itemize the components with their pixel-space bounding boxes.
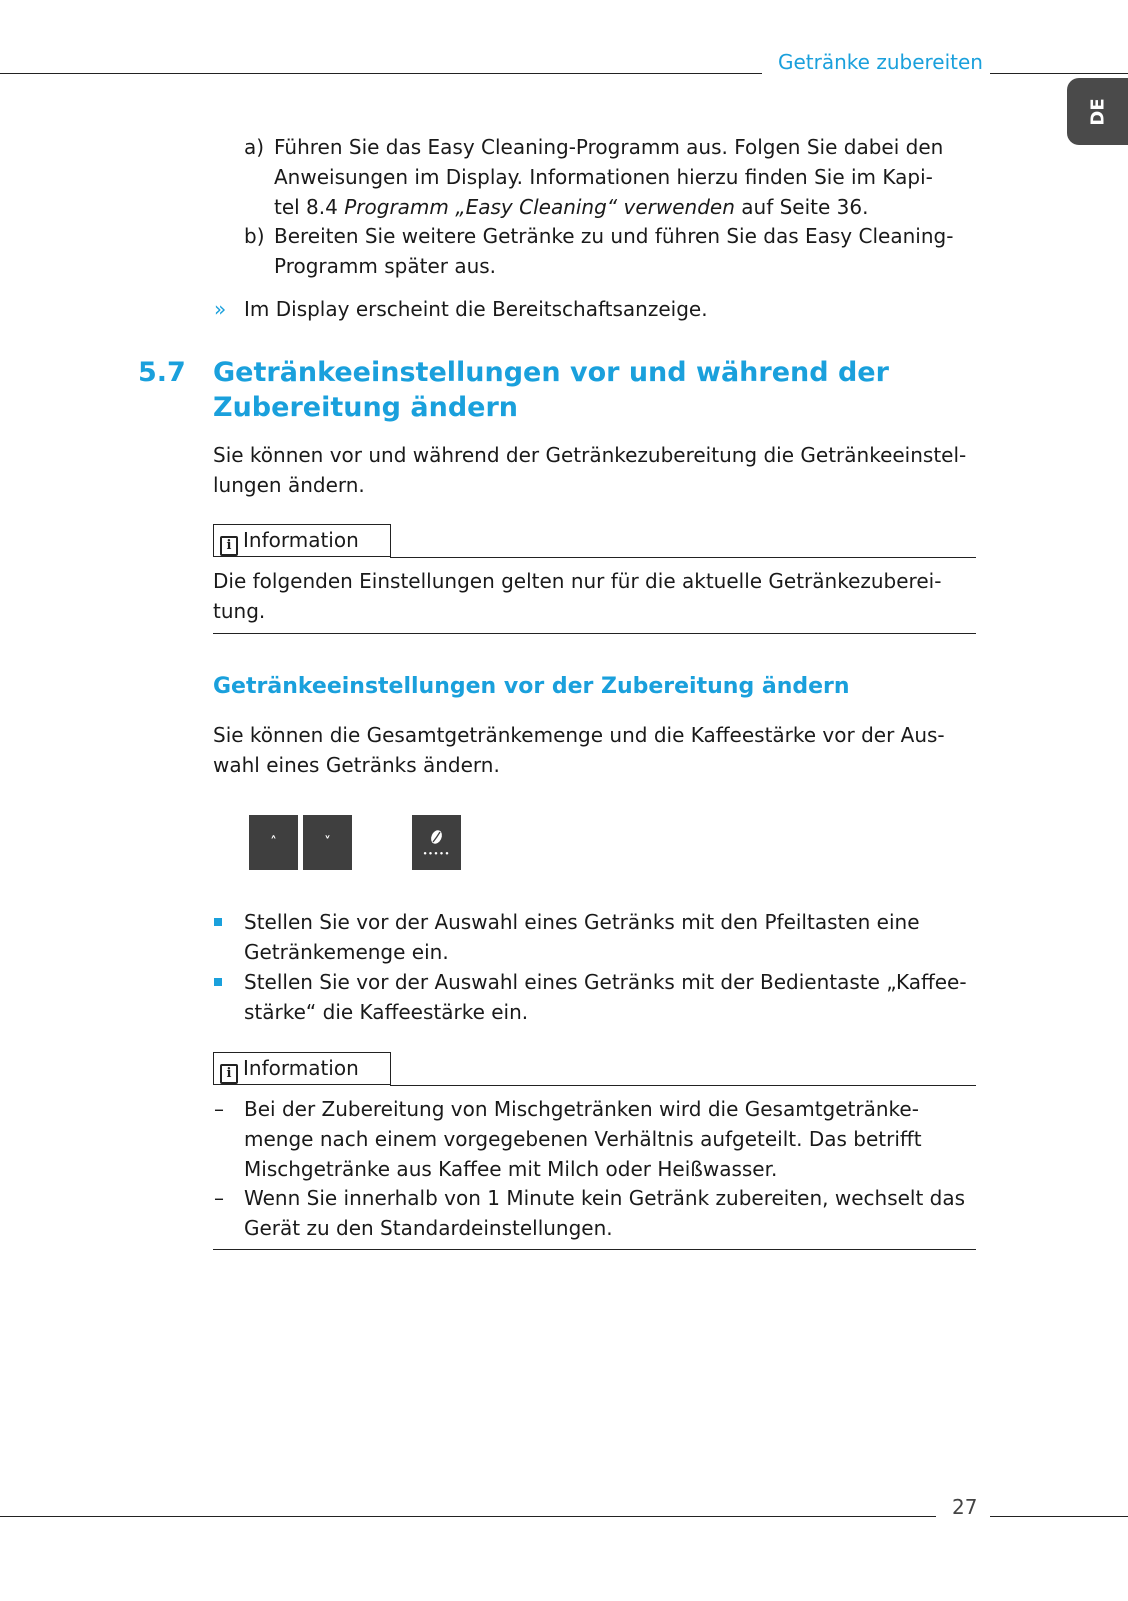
strength-dots: ••••• <box>422 850 451 858</box>
info-box-1-bottom-rule <box>213 633 976 634</box>
header-rule-right <box>990 73 1128 74</box>
info-box-2-item-2-line-2: Gerät zu den Standardeinstellungen. <box>244 1216 613 1240</box>
info-box-1-header <box>213 524 391 557</box>
info-box-2-item-1-text <box>244 1094 922 1184</box>
info-box-2-item-2-line-1: Wenn Sie innerhalb von 1 Minute kein Getränk zubereiten, wechselt das <box>244 1186 966 1210</box>
header-rule-left <box>0 73 762 74</box>
info-box-2-header <box>213 1052 391 1085</box>
step-b-text <box>274 221 953 281</box>
footer-rule-left <box>0 1516 936 1517</box>
info-box-2-bottom-rule <box>213 1249 976 1250</box>
result-text: Im Display erscheint die Bereitschaftsanzeige. <box>244 297 708 321</box>
info-icon: i <box>220 1064 238 1084</box>
subsection-intro-line-2: wahl eines Getränks ändern. <box>213 753 500 777</box>
info-box-2-item-2-marker: – <box>214 1186 224 1210</box>
section-intro-line-2: lungen ändern. <box>213 473 365 497</box>
step-a-line-2: Anweisungen im Display. Informationen hierzu finden Sie im Kapi- <box>274 165 933 189</box>
step-a-line-1: Führen Sie das Easy Cleaning-Programm aus. Folgen Sie dabei den <box>274 135 944 159</box>
step-a-label: a) <box>244 135 265 159</box>
subsection-intro <box>213 720 983 780</box>
step-a <box>244 132 984 224</box>
bullet-item-1-line-1: Stellen Sie vor der Auswahl eines Getränks mit den Pfeiltasten eine <box>244 910 920 934</box>
step-a-text <box>274 132 943 222</box>
section-title-line-1: Getränkeeinstellungen vor und während der <box>213 357 889 388</box>
subsection-title: Getränkeeinstellungen vor der Zubereitung ändern <box>213 674 850 699</box>
info-box-2-item-1-line-3: Mischgetränke aus Kaffee mit Milch oder Heißwasser. <box>244 1157 778 1181</box>
section-intro <box>213 440 983 500</box>
section-intro-line-1: Sie können vor und während der Getränkezubereitung die Getränkeeinstel- <box>213 443 967 467</box>
section-title-line-2: Zubereitung ändern <box>213 392 519 423</box>
info-box-2-item-1-marker: – <box>214 1097 224 1121</box>
language-tab-label: DE <box>1087 97 1108 126</box>
chapter-reference: Programm „Easy Cleaning“ verwenden <box>344 195 735 219</box>
info-box-2-top-rule <box>390 1085 976 1086</box>
section-number: 5.7 <box>138 357 186 388</box>
coffee-strength-key[interactable] <box>412 815 461 870</box>
info-box-2-label: Information <box>243 1056 359 1080</box>
bullet-item-2-line-2: stärke“ die Kaffeestärke ein. <box>244 1000 529 1024</box>
info-box-1-line-2: tung. <box>213 599 266 623</box>
info-box-1-label: Information <box>243 528 359 552</box>
bullet-square-icon <box>214 978 222 986</box>
info-box-2-item-2-text <box>244 1183 965 1243</box>
step-a-line-3-pre: tel 8.4 <box>274 195 345 219</box>
step-b-line-2: Programm später aus. <box>274 254 497 278</box>
chevron-down-icon: ˅ <box>324 835 331 850</box>
arrow-down-key[interactable] <box>303 815 352 870</box>
arrow-up-key[interactable] <box>249 815 298 870</box>
info-icon: i <box>220 536 238 556</box>
info-box-2-item-1-line-2: menge nach einem vorgegebenen Verhältnis aufgeteilt. Das betrifft <box>244 1127 922 1151</box>
bullet-item-2-text <box>244 967 967 1027</box>
step-a-line-3 <box>274 192 943 222</box>
running-header-title: Getränke zubereiten <box>778 50 983 74</box>
info-box-1-text <box>213 566 983 626</box>
footer-rule-right <box>990 1516 1128 1517</box>
section-title <box>213 355 973 425</box>
step-b-label: b) <box>244 224 265 248</box>
step-a-line-3-post: auf Seite 36. <box>734 195 869 219</box>
step-b-line-1: Bereiten Sie weitere Getränke zu und führen Sie das Easy Cleaning- <box>274 224 954 248</box>
bullet-square-icon <box>214 918 222 926</box>
subsection-intro-line-1: Sie können die Gesamtgetränkemenge und die Kaffeestärke vor der Aus- <box>213 723 945 747</box>
step-b <box>244 221 984 283</box>
bullet-item-2-line-1: Stellen Sie vor der Auswahl eines Getränks mit der Bedientaste „Kaffee- <box>244 970 967 994</box>
bullet-item-1-text <box>244 907 920 967</box>
info-box-2-item-1-line-1: Bei der Zubereitung von Mischgetränken wird die Gesamtgetränke- <box>244 1097 919 1121</box>
info-box-1-top-rule <box>390 557 976 558</box>
info-box-1-line-1: Die folgenden Einstellungen gelten nur für die aktuelle Getränkezuberei- <box>213 569 942 593</box>
chevron-up-icon: ˄ <box>270 835 277 850</box>
page-number: 27 <box>952 1495 978 1519</box>
result-marker: » <box>214 297 227 321</box>
language-tab <box>1067 78 1128 145</box>
bullet-item-1-line-2: Getränkemenge ein. <box>244 940 449 964</box>
